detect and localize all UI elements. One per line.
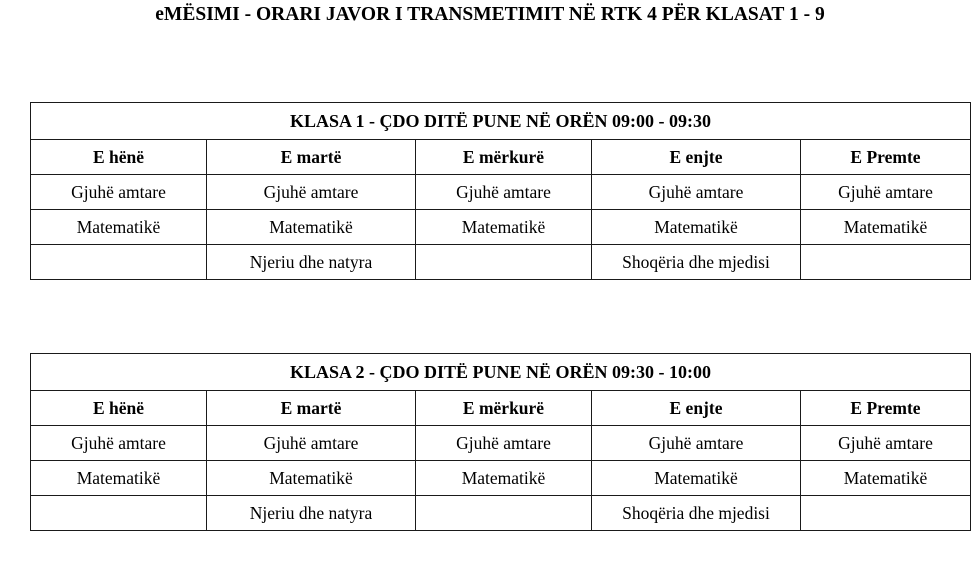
subject-cell: Matematikë [801,461,971,496]
table-caption: KLASA 1 - ÇDO DITË PUNE NË ORËN 09:00 - 09:30 [31,103,971,140]
day-header-row [31,391,971,426]
table-row [31,175,971,210]
subject-cell [416,245,592,280]
table-row [31,426,971,461]
subject-cell: Gjuhë amtare [801,426,971,461]
subject-cell: Gjuhë amtare [416,175,592,210]
subject-cell: Matematikë [592,461,801,496]
day-header: E Premte [801,391,971,426]
subject-cell: Matematikë [801,210,971,245]
day-header: E martë [207,140,416,175]
subject-cell: Gjuhë amtare [207,175,416,210]
subject-cell: Shoqëria dhe mjedisi [592,496,801,531]
subject-cell: Gjuhë amtare [31,426,207,461]
day-header: E Premte [801,140,971,175]
table-row [31,496,971,531]
day-header: E hënë [31,391,207,426]
table-row [31,245,971,280]
subject-cell: Gjuhë amtare [801,175,971,210]
subject-cell: Gjuhë amtare [592,426,801,461]
day-header: E mërkurë [416,140,592,175]
table-caption-row [31,354,971,391]
day-header: E enjte [592,391,801,426]
day-header: E enjte [592,140,801,175]
table-row [31,461,971,496]
subject-cell: Matematikë [416,210,592,245]
subject-cell: Shoqëria dhe mjedisi [592,245,801,280]
subject-cell: Gjuhë amtare [207,426,416,461]
subject-cell: Gjuhë amtare [416,426,592,461]
subject-cell: Gjuhë amtare [31,175,207,210]
page-title: eMËSIMI - ORARI JAVOR I TRANSMETIMIT NË RTK 4 PËR KLASAT 1 - 9 [155,4,825,25]
table-caption-row [31,103,971,140]
schedule-table-klasa-1 [30,102,971,280]
subject-cell [801,496,971,531]
table-caption: KLASA 2 - ÇDO DITË PUNE NË ORËN 09:30 - 10:00 [31,354,971,391]
day-header: E mërkurë [416,391,592,426]
day-header: E martë [207,391,416,426]
table-row [31,210,971,245]
subject-cell [416,496,592,531]
subject-cell [31,496,207,531]
subject-cell: Matematikë [207,210,416,245]
subject-cell: Matematikë [592,210,801,245]
subject-cell: Matematikë [31,461,207,496]
day-header-row [31,140,971,175]
subject-cell: Njeriu dhe natyra [207,496,416,531]
subject-cell: Gjuhë amtare [592,175,801,210]
subject-cell [801,245,971,280]
subject-cell [31,245,207,280]
schedule-table-klasa-2 [30,353,971,531]
subject-cell: Matematikë [31,210,207,245]
subject-cell: Matematikë [416,461,592,496]
day-header: E hënë [31,140,207,175]
subject-cell: Njeriu dhe natyra [207,245,416,280]
subject-cell: Matematikë [207,461,416,496]
